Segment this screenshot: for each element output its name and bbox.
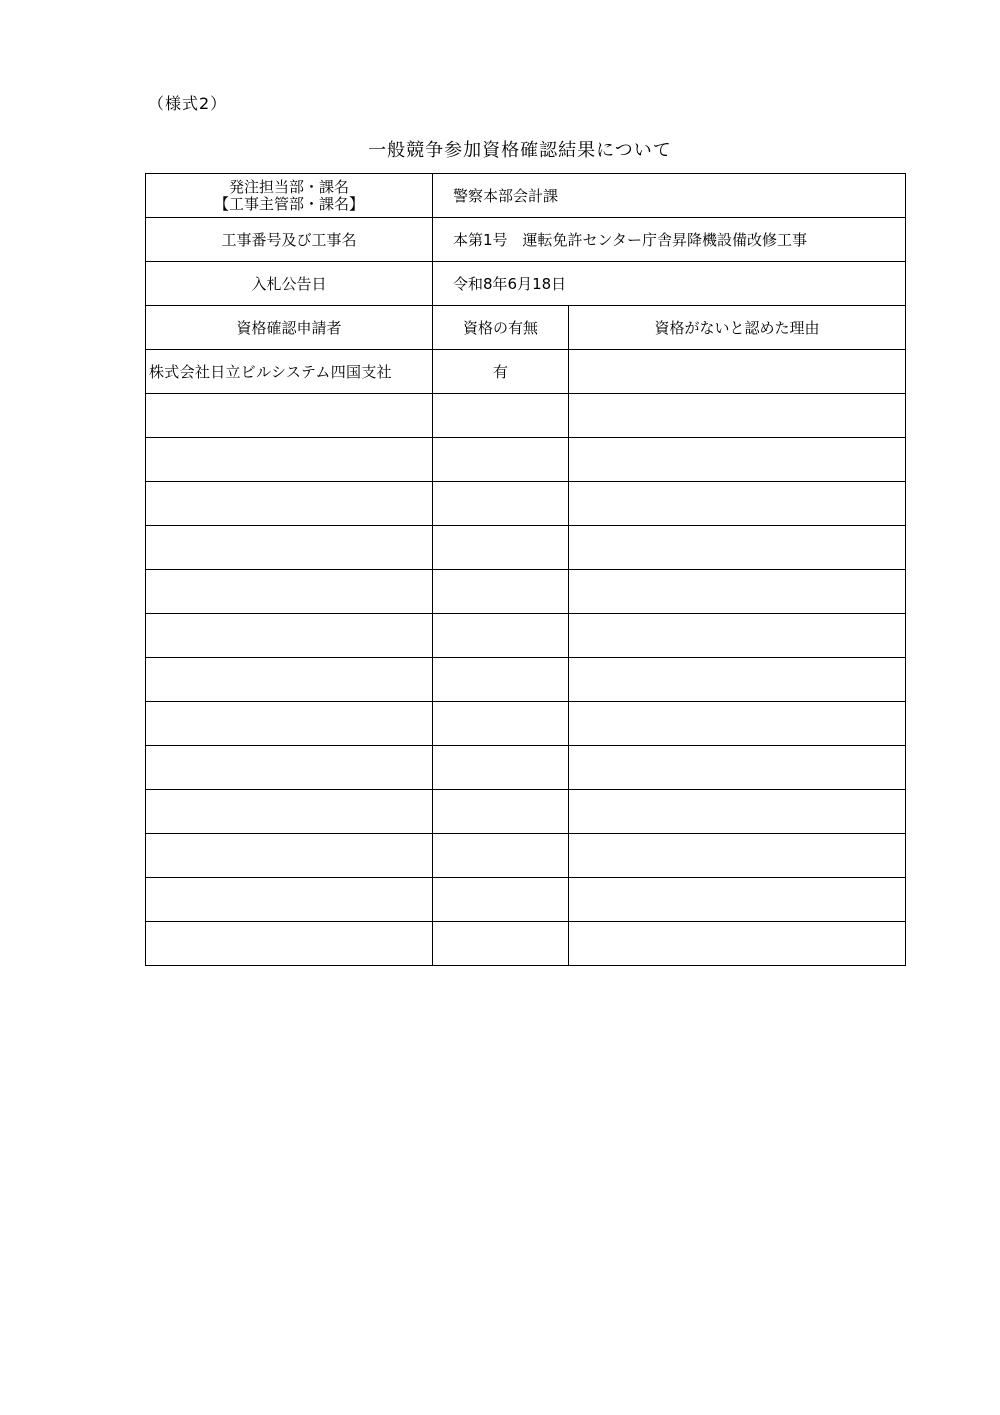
eligibility-cell (433, 482, 569, 526)
department-label-line1: 発注担当部・課名 (228, 177, 349, 196)
page-title: 一般競争参加資格確認結果について (368, 140, 672, 161)
applicant-cell: 株式会社日立ビルシステム四国支社 (146, 350, 433, 394)
table-row (146, 878, 906, 922)
table-row (146, 658, 906, 702)
table-row (146, 482, 906, 526)
applicant-cell (146, 834, 433, 878)
applicant-cell (146, 658, 433, 702)
reason-cell (569, 790, 906, 834)
eligibility-cell (433, 922, 569, 966)
reason-cell (569, 570, 906, 614)
table-row (146, 922, 906, 966)
result-table (145, 173, 906, 966)
applicant-cell (146, 482, 433, 526)
eligibility-cell (433, 526, 569, 570)
applicant-cell (146, 394, 433, 438)
date-value: 令和8年6月18日 (433, 262, 906, 306)
column-header-applicant: 資格確認申請者 (146, 306, 433, 350)
date-row (146, 262, 906, 306)
project-value: 本第1号 運転免許センター庁舎昇降機設備改修工事 (433, 218, 906, 262)
table-row (146, 350, 906, 394)
department-label (146, 174, 433, 218)
column-header-row (146, 306, 906, 350)
department-label-line2: 【工事主管部・課名】 (213, 194, 364, 213)
eligibility-cell (433, 394, 569, 438)
eligibility-cell (433, 570, 569, 614)
reason-cell (569, 394, 906, 438)
eligibility-cell: 有 (433, 350, 569, 394)
table-row (146, 438, 906, 482)
date-label: 入札公告日 (146, 262, 433, 306)
eligibility-cell (433, 614, 569, 658)
reason-cell (569, 658, 906, 702)
result-table-body (146, 174, 906, 966)
column-header-eligibility: 資格の有無 (433, 306, 569, 350)
project-label: 工事番号及び工事名 (146, 218, 433, 262)
department-row (146, 174, 906, 218)
table-row (146, 394, 906, 438)
table-row (146, 614, 906, 658)
project-row (146, 218, 906, 262)
reason-cell (569, 614, 906, 658)
table-row (146, 702, 906, 746)
applicant-cell (146, 526, 433, 570)
applicant-cell (146, 790, 433, 834)
eligibility-cell (433, 438, 569, 482)
applicant-cell (146, 702, 433, 746)
applicant-cell (146, 878, 433, 922)
applicant-cell (146, 570, 433, 614)
eligibility-cell (433, 834, 569, 878)
applicant-cell (146, 746, 433, 790)
column-header-reason: 資格がないと認めた理由 (569, 306, 906, 350)
eligibility-cell (433, 658, 569, 702)
table-row (146, 746, 906, 790)
reason-cell (569, 702, 906, 746)
reason-cell (569, 526, 906, 570)
eligibility-cell (433, 702, 569, 746)
table-row (146, 526, 906, 570)
department-value: 警察本部会計課 (433, 174, 906, 218)
table-row (146, 834, 906, 878)
form-number: （様式2） (148, 94, 228, 113)
reason-cell (569, 350, 906, 394)
reason-cell (569, 438, 906, 482)
applicant-cell (146, 922, 433, 966)
eligibility-cell (433, 790, 569, 834)
table-row (146, 790, 906, 834)
reason-cell (569, 482, 906, 526)
reason-cell (569, 878, 906, 922)
eligibility-cell (433, 878, 569, 922)
reason-cell (569, 746, 906, 790)
reason-cell (569, 834, 906, 878)
reason-cell (569, 922, 906, 966)
table-row (146, 570, 906, 614)
applicant-cell (146, 614, 433, 658)
applicant-cell (146, 438, 433, 482)
eligibility-cell (433, 746, 569, 790)
